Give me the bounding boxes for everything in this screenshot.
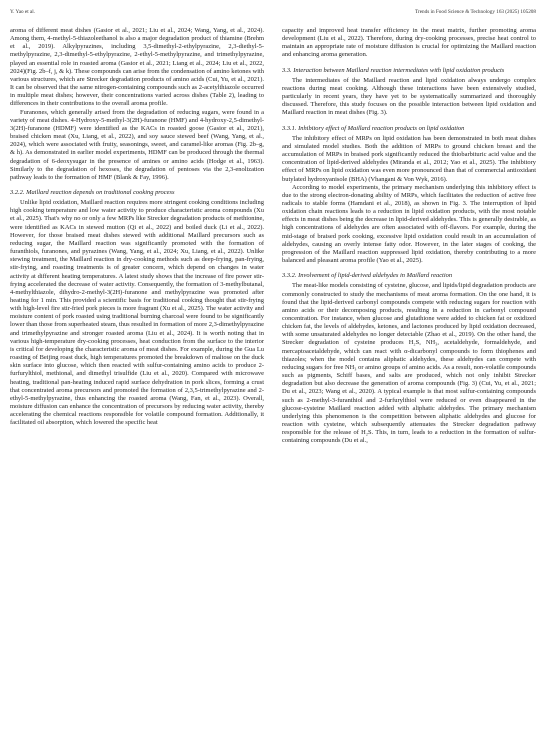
left-column bbox=[10, 27, 264, 739]
author-running-head: Y. Yao et al. bbox=[10, 9, 35, 15]
subsection-heading: 3.3.1. Inhibitory effect of Maillard reaction products on lipid oxidation bbox=[282, 124, 465, 132]
subsection-heading: 3.3.2. Involvement of lipid-derived aldehydes in Maillard reaction bbox=[282, 272, 453, 280]
paragraph: aroma of different meat dishes (Gasior et al., 2021; Liu et al., 2024; Wang, Yang, et al., 2024). Among them, 4-methyl-5-thiazoleethanol is also a major degradation product of thiamine (Brehm et al., 2019). Alkylpyrazines, including 3,5-dimethyl-2-ethylpyrazine, 2,3-diethyl-5-methylpyrazine, 2,3-dimethyl-5-ethylpyrazine, 2-ethyl-5-methylpyrazine, and trimethylpyrazine, played an essential role in roasted aroma (Gasior et al., 2021; Liang et al., 2024; Liu et al., 2022, 2024)(Fig. 2b–f, j, & k). These compounds can arise from the condensation of amino ketones with various structures, which are Strecker degradation products of amino acids (Cui, Yu, et al., 2021). It can be observed that the same nitrogen-containing compounds such as 2-acetylthiazole occurred in multiple meat dishes; however, their concentrations varied across dishes (Table 2), leading to differences in their contributions to the overall aroma profile. bbox=[10, 27, 264, 108]
right-column bbox=[282, 27, 536, 739]
article-body bbox=[10, 27, 536, 739]
paragraph: capacity and improved heat transfer efficiency in the meat matrix, further promoting aroma development (Liu et al., 2022). Therefore, during dry-cooking processes, precise heat control to maintain an appropriate rate of moisture diffusion is crucial for optimizing the Maillard reaction and enhancing aroma generation. bbox=[282, 27, 536, 59]
journal-running-head[interactable]: Trends in Food Science & Technology 163 (2025) 105208 bbox=[415, 9, 536, 15]
paragraph: The intermediates of the Maillard reaction and lipid oxidation always undergo complex reactions during meat cooking. Although these interactions have been extensively studied, particularly in recent years, they have yet to be systematically summarized and thoroughly discussed. Therefore, this study focuses on the possible interaction between lipid oxidation and Maillard reaction in meat dishes (Fig. 3). bbox=[282, 76, 536, 117]
page-header bbox=[10, 9, 536, 21]
paragraph: The inhibitory effect of MRPs on lipid oxidation has been demonstrated in both meat dishes and simulated model studies. Both the addition of MRPs to ground chicken breast and the accumulation of MRPs in braised pork significantly reduced the thiobarbituric acid value and the concentration of lipid-derived aldehydes (Miranda et al., 2012; Yao et al., 2025). The inhibitory effect of MRPs on lipid oxidation was even more pronounced than that of commercial antioxidant butylated hydroxyanisole (BHA) (Vhangani & Von Wyk, 2016). bbox=[282, 134, 536, 183]
section-heading: 3.3. Interaction between Maillard reaction intermediates with lipid oxidation products bbox=[282, 66, 505, 74]
subsection-heading: 3.2.2. Maillard reaction depends on traditional cooking process bbox=[10, 188, 175, 196]
paragraph: The meat-like models consisting of cysteine, glucose, and lipids/lipid degradation products are commonly constructed to study the mechanisms of meat aroma formation. On the one hand, it is found that the lipid-derived carbonyl compounds compete with reducing sugars for reaction with amino acids or their decomposing products, resulting in a reduction in carbonyl compound concentration. For instance, when glucose and glutathione were added to chicken fat or oxidized chicken fat, the levels of aldehydes, ketones, and lactones produced by lipid oxidation decreased, with some unsaturated aldehydes no longer detectable (Zhao et al., 2019). On the other hand, the Strecker degradation of cysteine produces H₂S, NH₃, acetaldehyde, formaldehyde, and mercaptoacetaldehyde, which can react with α-dicarbonyl compounds to form thiophenes and thiazoles; when the model contains aliphatic aldehydes, these aldehydes can compete with reducing sugars for free NH₃ or amino groups of amino acids. As a result, non-volatile compounds such as pigments, Schiff bases, and salts are produced, which not only inhibit Strecker degradation but also decrease the generation of aroma compounds (Fig. 3) (Cui, Yu, et al., 2021; Du et al., 2023; Wang et al., 2020). A typical example is that most sulfur-containing compounds such as 2-methyl-3-furanthiol and 2-furfurylthiol were reduced or even disappeared in the glucose-cysteine Maillard reaction added with aliphatic aldehydes. The primary mechanism underlying this phenomenon is the competition between aliphatic aldehydes and glucose for reaction with cysteine, which subsequently attenuates the Strecker degradation pathway responsible for the release of H₂S. This, in turn, leads to a reduction in the formation of sulfur-containing compounds (Du et al., bbox=[282, 282, 536, 445]
paragraph: Furanones, which generally arised from the degradation of reducing sugars, were found in a variety of meat dishes. 4-Hydroxy-5-methyl-3(2H)-furanone (HMF) and 4-hydroxy-2,5-dimethyl-3(2H)-furanone (HDMF) were identified as the KACs in roasted goose (Gasior et al., 2021), braised chicken meat (Xu, Liang, et al., 2022), and soy sauce stewed beef (Wang, Yang, et al., 2024), which were associated with fruity, seasonings, sweet, and caramel-like aromas (Fig. 2b–g, & h). As demonstrated in earlier model experiments, HDMF can be produced through the thermal degradation of 6-deoxysugar in the presence of amines or amino acids (Hodge et al., 1963). Similarly to the degradation of hexoses, the degradation of pentoses via the 2,3-enolization pathway leads to the formation of HMF (Blank & Fay, 1996). bbox=[10, 108, 264, 181]
paragraph: Unlike lipid oxidation, Maillard reaction requires more stringent cooking conditions including high cooking temperature and low water activity to produce characteristic aroma compounds (Xu et al., 2025). That's why no or only a few MRPs like Strecker degradation products of methionine, were identified as KACs in stewed mutton (Qi et al., 2022) and boiled duck (Li et al., 2022). However, for those braised meat dishes stewed with additional Maillard precursors such as reducing sugar, the Maillard reaction was significantly promoted with the formation of furanthiols, furanones, and pyrazines (Wang, Yang, et al., 2024; Xu, Liang, et al., 2022). Unlike stewing treatment, the Maillard reaction in dry-cooking methods such as deep-frying, pan-frying, stir-frying, and roasting treatments is of greater concern, which depend on changes in water activity at different heating temperatures. A latest study shows that the increase of fire power stir-frying accelerated the decrease of water activity. Consequently, the formation of 3-methylbutanal, 4-methylthiazole, dihydro-2-methyl-3(2H)-furanone and methylpyrazine was promoted after heating for 1 min. This provided a scientific basis for traditional cooking thought that stir-frying with high-level fire stir-fried pork pieces is more fragrant (Xu et al., 2025). The water activity and moisture content of pork roasted using traditional burning charcoal were found to be significantly lower than those from superheated steam, thus resulted in formation of more 2,3-dimethylpyrazine and trimethylpyrazine and stronger roasted aroma (Liu et al., 2024). It is worth noting that in various high-temperature dry-cooking processes, heat conduction from the surface to the interior is critical for developing the characteristic aroma of meat dishes. For example, during the Gua Lu roasting of Beijing roast duck, high temperatures promoted the breakdown of maltose on the duck skin surface into glucose, which then reacted with sulfur-containing amino acids to produce 2-furfurylthiol, methional, and dimethyl trisulfide (Liu et al., 2020). Compared with microwave heating, traditional pan-heating induced rapid surface dehydration in pork slices, forming a crust that concentrated aroma precursors and promoted the formation of 2,3,5-trimethylpyrazine and 2-ethyl-5-methylpyrazine, thus enhancing the roasted aroma (Wang, Fan, et al., 2023). Overall, moisture diffusion can enhance the concentration of precursors by reducing water activity, thereby accelerating the chemical reactions responsible for volatile compound formation. Additionally, it facilitated oil absorption, which lowered the specific heat bbox=[10, 199, 264, 427]
paragraph: According to model experiments, the primary mechanism underlying this inhibitory effect is due to the strong electron-donating ability of MRPs, which facilitates the reduction of active free radicals to stable forms (Hamdani et al., 2018), as shown in Fig. 3. The interruption of lipid oxidation chain reactions leads to a reduction in lipid oxidation products, with the most notable effects in meat dishes being the decrease in lipid-derived aldehydes. This is generally desirable, as high concentrations of aldehydes are often associated with off-flavors. For example, during the mid-stage of braised pork cooking, excessive lipid oxidation could result in an accumulation of aldehydes, causing an overly intense fatty odor. However, in the later stages of cooking, the progression of the Maillard reaction suppressed lipid oxidation, thereby contributing to a more balanced and pleasant aroma profile (Yao et al., 2025). bbox=[282, 183, 536, 265]
